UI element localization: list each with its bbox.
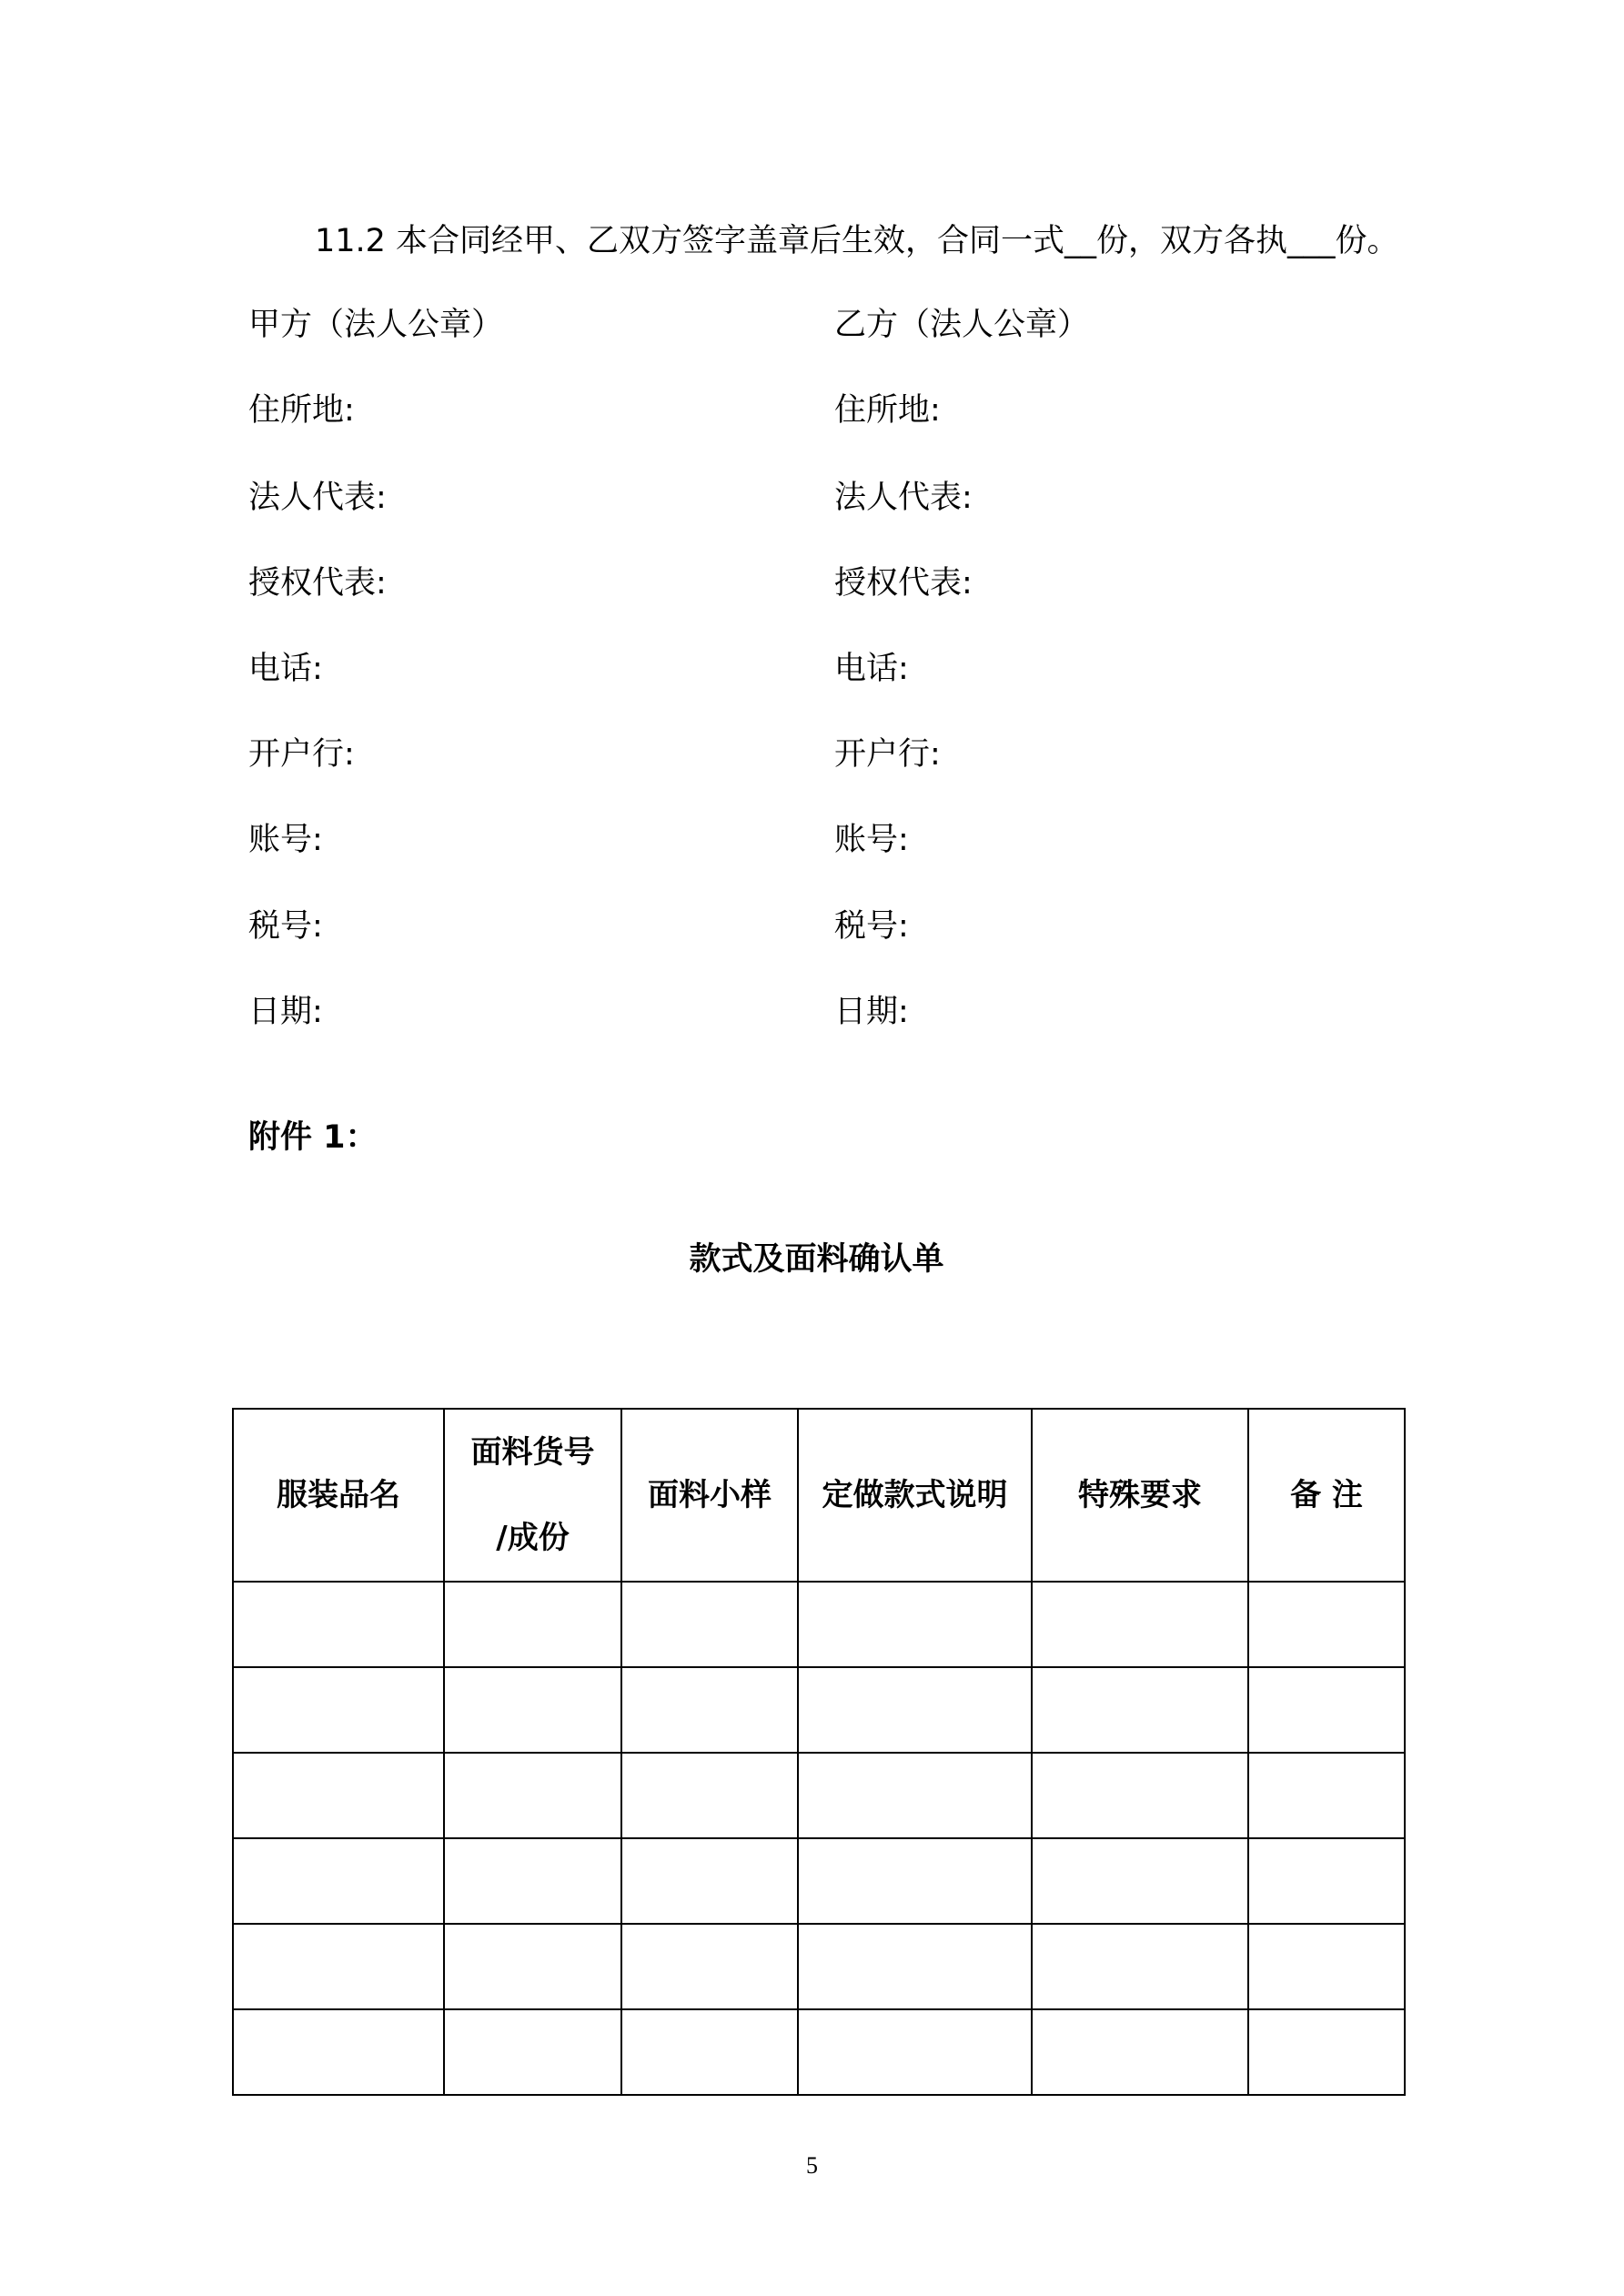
table-cell bbox=[233, 1582, 444, 1667]
table-header-cell bbox=[233, 1409, 444, 1582]
table-header-cell bbox=[621, 1409, 798, 1582]
party-b-title: 乙方（法人公章） bbox=[834, 307, 1090, 343]
table-cell bbox=[798, 1667, 1032, 1753]
party-b-field-label: 法人代表: bbox=[834, 480, 973, 516]
party-b-field-label: 住所地: bbox=[834, 392, 941, 429]
header-label: 服装品名 bbox=[277, 1477, 400, 1513]
header-label: 备 注 bbox=[1290, 1477, 1363, 1513]
table-cell bbox=[1248, 1924, 1405, 2009]
table-header-cell bbox=[444, 1409, 621, 1582]
table-cell bbox=[621, 1753, 798, 1838]
table-row bbox=[233, 1838, 1405, 1924]
table-cell bbox=[444, 1667, 621, 1753]
table-row bbox=[233, 1667, 1405, 1753]
party-a-field-label: 开户行: bbox=[248, 736, 355, 773]
table-cell bbox=[444, 1582, 621, 1667]
table-cell bbox=[1248, 2009, 1405, 2095]
table-cell bbox=[233, 1667, 444, 1753]
table-cell bbox=[798, 1924, 1032, 2009]
table-cell bbox=[621, 1838, 798, 1924]
table-cell bbox=[1032, 2009, 1248, 2095]
table-cell bbox=[444, 1924, 621, 2009]
table-cell bbox=[798, 2009, 1032, 2095]
table-cell bbox=[798, 1838, 1032, 1924]
table-cell bbox=[233, 1838, 444, 1924]
table-cell bbox=[233, 1753, 444, 1838]
table-cell bbox=[621, 1924, 798, 2009]
confirmation-table bbox=[232, 1408, 1406, 2096]
header-label: 面料货号 /成份 bbox=[470, 1434, 595, 1556]
table-header-cell bbox=[1032, 1409, 1248, 1582]
party-a-title: 甲方（法人公章） bbox=[248, 307, 504, 343]
table-cell bbox=[798, 1753, 1032, 1838]
party-b-field-label: 税号: bbox=[834, 908, 909, 945]
table-cell bbox=[1248, 1582, 1405, 1667]
table-cell bbox=[1248, 1753, 1405, 1838]
party-a-field-label: 日期: bbox=[248, 994, 323, 1030]
table-row bbox=[233, 2009, 1405, 2095]
table-cell bbox=[444, 1753, 621, 1838]
party-a-field-label: 法人代表: bbox=[248, 480, 387, 516]
party-a-field-label: 住所地: bbox=[248, 392, 355, 429]
table-cell bbox=[1032, 1838, 1248, 1924]
table-cell bbox=[444, 1838, 621, 1924]
header-label: 特殊要求 bbox=[1078, 1477, 1202, 1513]
party-a-field-label: 电话: bbox=[248, 651, 323, 687]
party-b-field-label: 日期: bbox=[834, 994, 909, 1030]
table-row bbox=[233, 1753, 1405, 1838]
table-cell bbox=[233, 2009, 444, 2095]
table-cell bbox=[1248, 1667, 1405, 1753]
party-b-field-label: 开户行: bbox=[834, 736, 941, 773]
clause-11-2: 11.2 本合同经甲、乙双方签字盖章后生效，合同一式__份，双方各执___份。 bbox=[315, 223, 1399, 259]
header-label: 定做款式说明 bbox=[822, 1477, 1008, 1513]
party-b-field-label: 账号: bbox=[834, 822, 909, 858]
party-a-field-label: 授权代表: bbox=[248, 565, 387, 602]
table-row bbox=[233, 1924, 1405, 2009]
party-b-field-label: 电话: bbox=[834, 651, 909, 687]
table-cell bbox=[1032, 1667, 1248, 1753]
table-cell bbox=[1032, 1582, 1248, 1667]
table-cell bbox=[233, 1924, 444, 2009]
table-cell bbox=[621, 1582, 798, 1667]
table-header-cell bbox=[1248, 1409, 1405, 1582]
page-number: 5 bbox=[806, 2152, 818, 2179]
table-cell bbox=[1248, 1838, 1405, 1924]
table-header-cell bbox=[798, 1409, 1032, 1582]
table-cell bbox=[798, 1582, 1032, 1667]
party-a-field-label: 账号: bbox=[248, 822, 323, 858]
header-label: 面料小样 bbox=[648, 1477, 772, 1513]
table-row bbox=[233, 1582, 1405, 1667]
attachment-label: 附件 1： bbox=[248, 1119, 378, 1156]
table-cell bbox=[621, 2009, 798, 2095]
table-cell bbox=[444, 2009, 621, 2095]
form-title: 款式及面料确认单 bbox=[689, 1241, 944, 1278]
table-cell bbox=[1032, 1924, 1248, 2009]
table-cell bbox=[621, 1667, 798, 1753]
party-b-field-label: 授权代表: bbox=[834, 565, 973, 602]
table-cell bbox=[1032, 1753, 1248, 1838]
party-a-field-label: 税号: bbox=[248, 908, 323, 945]
